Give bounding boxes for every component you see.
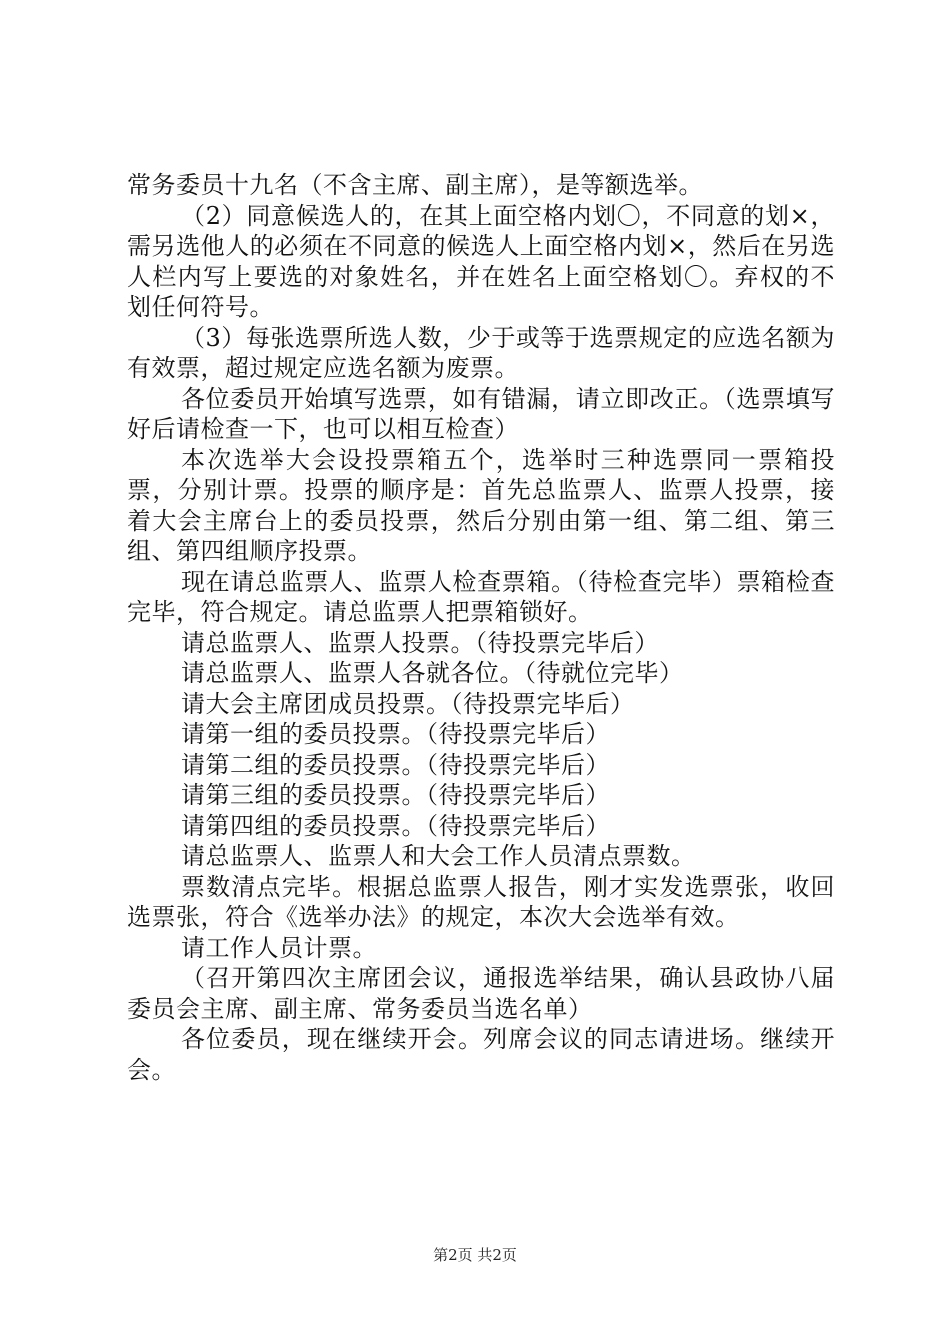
paragraph: 请第一组的委员投票。（待投票完毕后） bbox=[181, 720, 610, 748]
paragraph: 常务委员十九名（不含主席、副主席），是等额选举。 bbox=[127, 171, 703, 199]
paragraph: 各位委员，现在继续开会。列席会议的同志请进场。继续开会。 bbox=[127, 1025, 835, 1084]
paragraph: 请大会主席团成员投票。（待投票完毕后） bbox=[181, 689, 635, 718]
paragraph: 票数清点完毕。根据总监票人报告，刚才实发选票张，收回选票张，符合《选举办法》的规定，本次大会选举有效。 bbox=[127, 872, 835, 931]
paragraph: 请第四组的委员投票。（待投票完毕后） bbox=[181, 811, 610, 840]
paragraph: 各位委员开始填写选票，如有错漏，请立即改正。（选票填写好后请检查一下，也可以相互检查） bbox=[127, 384, 835, 443]
paragraph: （召开第四次主席团会议，通报选举结果，确认县政协八届委员会主席、副主席、常务委员当选名单） bbox=[127, 964, 835, 1023]
document-body bbox=[127, 170, 835, 1085]
paragraph: 请工作人员计票。 bbox=[181, 933, 377, 962]
paragraph: 请第二组的委员投票。（待投票完毕后） bbox=[181, 750, 610, 779]
paragraph: 请总监票人、监票人投票。（待投票完毕后） bbox=[181, 628, 659, 657]
paragraph: （2）同意候选人的，在其上面空格内划〇，不同意的划×，需另选他人的必须在不同意的候选人上面空格内划×，然后在另选人栏内写上要选的对象姓名，并在姓名上面空格划〇。弃权的不划任何符号。 bbox=[127, 201, 835, 321]
paragraph: 现在请总监票人、监票人检查票箱。（待检查完毕）票箱检查完毕，符合规定。请总监票人把票箱锁好。 bbox=[127, 567, 835, 626]
page-number-label: 第2页 共2页 bbox=[433, 1246, 517, 1264]
paragraph: （3）每张选票所选人数，少于或等于选票规定的应选名额为有效票，超过规定应选名额为废票。 bbox=[127, 323, 835, 382]
paragraph: 请总监票人、监票人和大会工作人员清点票数。 bbox=[181, 842, 696, 870]
paragraph: 本次选举大会设投票箱五个，选举时三种选票同一票箱投票，分别计票。投票的顺序是：首先总监票人、监票人投票，接着大会主席台上的委员投票，然后分别由第一组、第二组、第三组、第四组顺序投票。 bbox=[127, 445, 835, 565]
paragraph: 请第三组的委员投票。（待投票完毕后） bbox=[181, 781, 610, 809]
page-footer bbox=[0, 1244, 950, 1265]
paragraph: 请总监票人、监票人各就各位。（待就位完毕） bbox=[181, 659, 684, 687]
